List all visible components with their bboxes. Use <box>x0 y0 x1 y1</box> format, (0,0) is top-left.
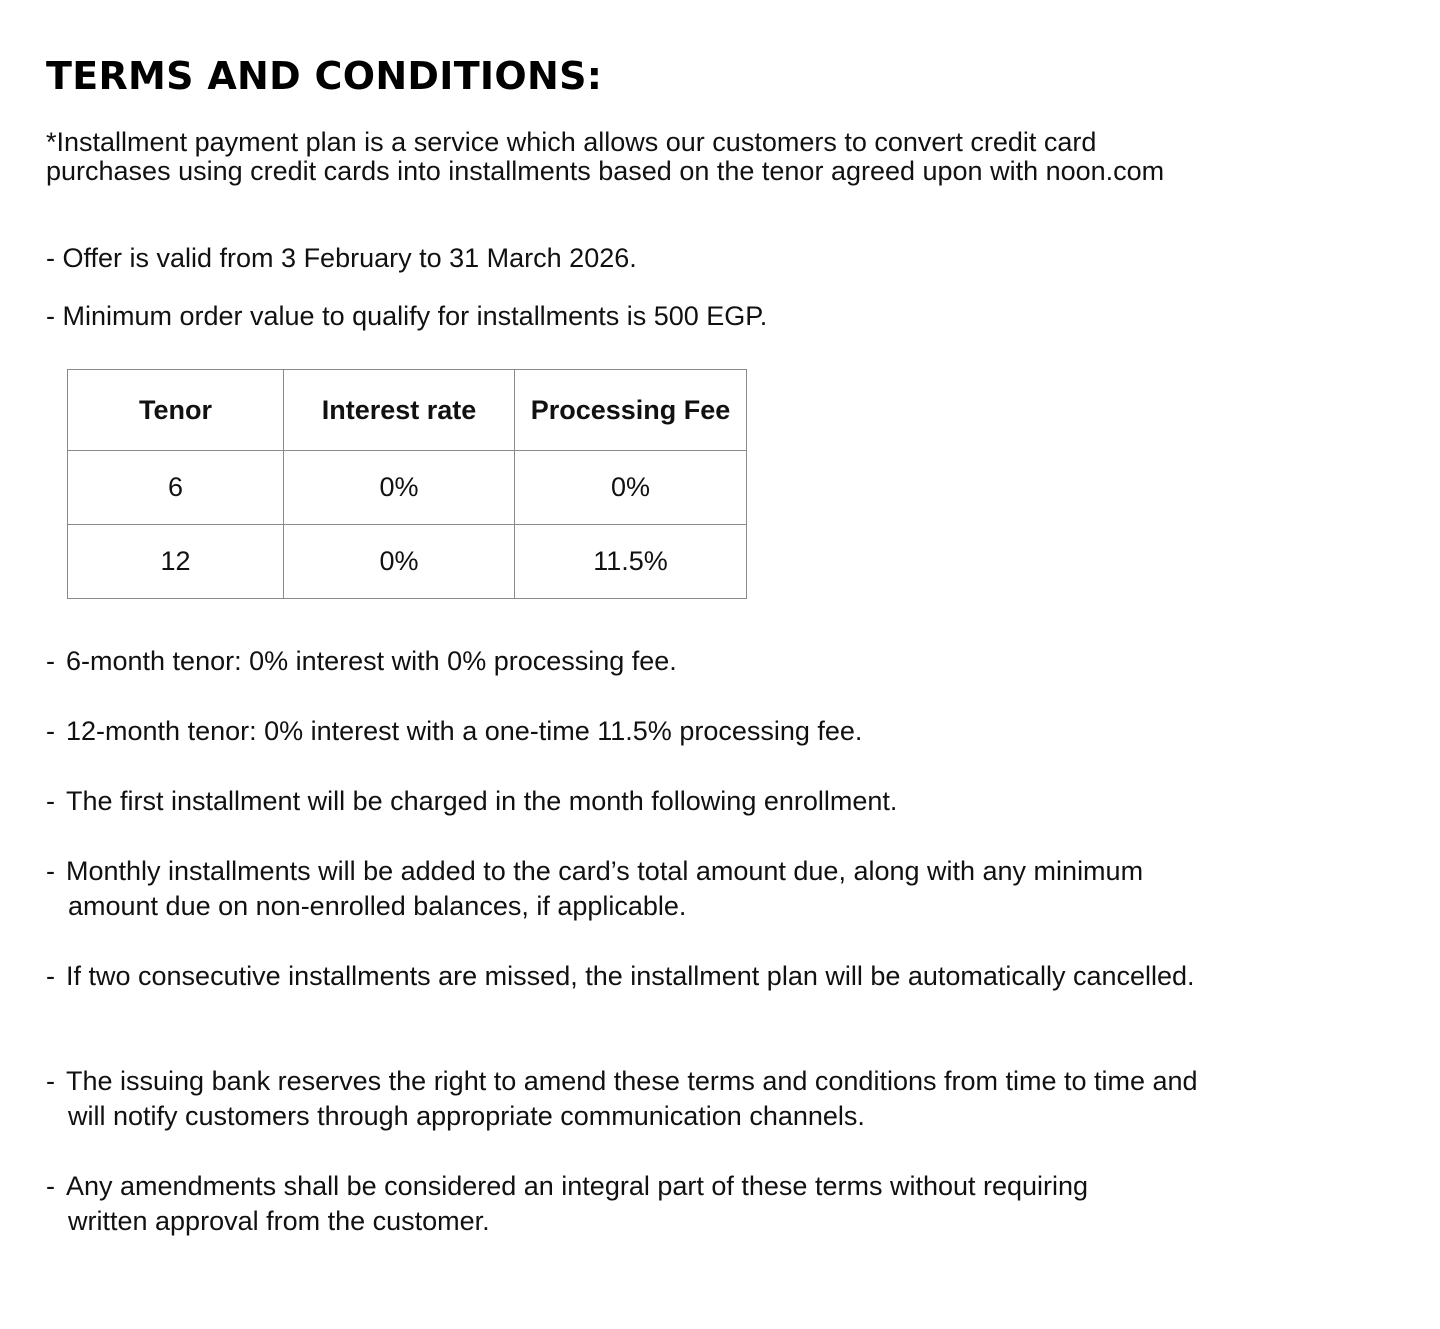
bullet-text: 12-month tenor: 0% interest with a one-time 11.5% processing fee. <box>66 716 863 746</box>
bullet-item: - The issuing bank reserves the right to amend these terms and conditions from time to time and will notify customers through appropriate communication channels. <box>46 1066 1198 1131</box>
bullet-text: Any amendments shall be considered an integral part of these terms without requiring written approval from the customer. <box>66 1171 1089 1236</box>
cell-processing-fee: 11.5% <box>515 525 747 599</box>
table-header-row <box>68 370 747 451</box>
bullet-text: The issuing bank reserves the right to amend these terms and conditions from time to time and will notify customers through appropriate communication channels. <box>66 1066 1198 1131</box>
bullet-text: The first installment will be charged in the month following enrollment. <box>66 786 898 816</box>
intro-paragraph: *Installment payment plan is a service which allows our customers to convert credit card purchases using credit cards into installments based on the tenor agreed upon with noon.com <box>46 127 1165 186</box>
cell-interest-rate: 0% <box>284 525 515 599</box>
bullet-text: 6-month tenor: 0% interest with 0% processing fee. <box>66 646 677 676</box>
table-row <box>68 451 747 525</box>
page-title: TERMS AND CONDITIONS: <box>46 54 603 98</box>
cell-interest-rate: 0% <box>284 451 515 525</box>
table-row <box>68 525 747 599</box>
bullet-item: - The first installment will be charged in the month following enrollment. <box>46 786 898 816</box>
header-tenor: Tenor <box>68 370 284 451</box>
minimum-order-line: - Minimum order value to qualify for installments is 500 EGP. <box>46 301 768 331</box>
bullet-text: If two consecutive installments are missed, the installment plan will be automatically cancelled. <box>66 961 1195 991</box>
bullet-item: - 12-month tenor: 0% interest with a one-time 11.5% processing fee. <box>46 716 863 746</box>
installment-rates-table <box>67 369 747 599</box>
cell-tenor: 12 <box>68 525 284 599</box>
validity-line: - Offer is valid from 3 February to 31 March 2026. <box>46 243 637 273</box>
header-interest-rate: Interest rate <box>284 370 515 451</box>
bullet-item: - 6-month tenor: 0% interest with 0% processing fee. <box>46 646 677 676</box>
bullet-item: - If two consecutive installments are missed, the installment plan will be automatically cancelled. <box>46 961 1195 991</box>
bullet-item: - Any amendments shall be considered an integral part of these terms without requiring written approval from the customer. <box>46 1171 1089 1236</box>
bullet-text: Monthly installments will be added to the card’s total amount due, along with any minimum amount due on non-enrolled balances, if applicable. <box>66 856 1144 921</box>
header-processing-fee: Processing Fee <box>515 370 747 451</box>
bullet-item: - Monthly installments will be added to the card’s total amount due, along with any minimum amount due on non-enrolled balances, if applicable. <box>46 856 1144 921</box>
cell-processing-fee: 0% <box>515 451 747 525</box>
cell-tenor: 6 <box>68 451 284 525</box>
